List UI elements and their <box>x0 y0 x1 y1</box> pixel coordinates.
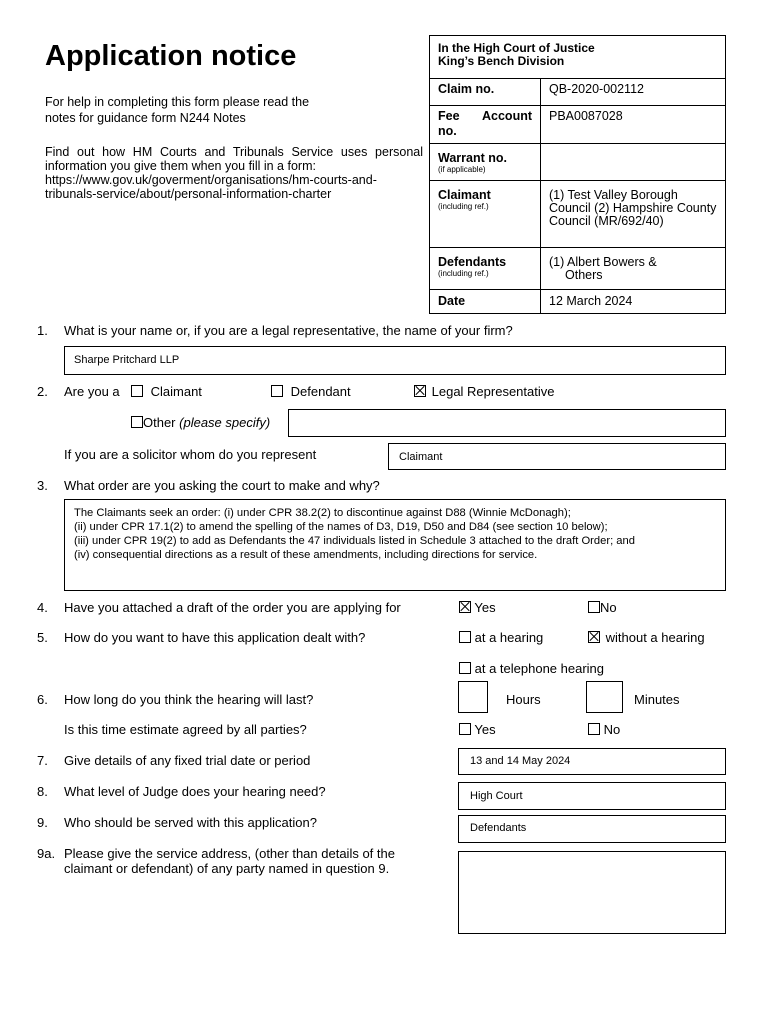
q6-agreed-no-checkbox[interactable] <box>588 723 600 735</box>
q8-question: What level of Judge does your hearing need? <box>64 784 326 799</box>
q1-answer: Sharpe Pritchard LLP <box>74 354 180 366</box>
q9a-question-line2: claimant or defendant) of any party named in question 9. <box>64 861 390 876</box>
privacy-text: Find out how HM Courts and Tribunals Service uses personal information you give them when you fill in a form: <box>45 145 423 173</box>
q2-other-specify: (please specify) <box>179 415 271 430</box>
q9a-question-line1: Please give the service address, (other than details of the <box>64 846 395 861</box>
q2-claimant-label: Claimant <box>150 384 202 399</box>
q3-line-1: The Claimants seek an order: (i) under CPR 38.2(2) to discontinue against D88 (Winnie McDonagh); <box>74 507 571 519</box>
claim-row <box>430 79 725 106</box>
privacy-notice <box>45 145 423 201</box>
q6-number: 6. <box>37 692 48 707</box>
division-name: King’s Bench Division <box>438 54 565 68</box>
warrant-label-text: Warrant no. <box>438 151 507 165</box>
help-text: For help in completing this form please read the notes for guidance form N244 Notes <box>45 95 310 125</box>
q9a-answer <box>459 852 725 864</box>
q2-other-label: Other <box>143 415 176 430</box>
date-value[interactable]: 12 March 2024 <box>549 294 633 308</box>
defendants-label <box>430 248 541 289</box>
q6-agreed-no-label: No <box>603 722 621 737</box>
q2-other-field[interactable] <box>288 409 726 437</box>
q5-telephone-checkbox[interactable] <box>459 662 471 674</box>
warrant-value[interactable] <box>541 144 725 180</box>
fee-label-word2: Account <box>482 109 532 123</box>
q2-represent-question: If you are a solicitor whom do you represent <box>64 447 317 462</box>
fee-label <box>430 106 541 143</box>
q6-agreed-yes-label: Yes <box>474 722 496 737</box>
page-title: Application notice <box>45 40 297 72</box>
q7-number: 7. <box>37 753 48 768</box>
q4-option-yes[interactable] <box>459 600 496 616</box>
q3-line-4: (iv) consequential directions as a result of these amendments, including directions for service. <box>74 549 538 561</box>
defendants-value[interactable] <box>541 248 725 289</box>
court-name: In the High Court of Justice <box>438 41 595 55</box>
q5-number: 5. <box>37 630 48 645</box>
q8-answer: High Court <box>470 790 523 802</box>
claimant-label-text: Claimant <box>438 188 491 202</box>
q5-telephone-label: at a telephone hearing <box>474 661 605 676</box>
q3-number: 3. <box>37 478 48 493</box>
q2-option-legal-rep[interactable] <box>414 384 554 400</box>
q6-agreed-no[interactable] <box>588 722 620 738</box>
q1-number: 1. <box>37 323 48 338</box>
q6-agreed-yes[interactable] <box>459 722 496 738</box>
q7-answer-field[interactable] <box>458 748 726 775</box>
claimant-sub: (including ref.) <box>438 202 489 211</box>
q7-answer: 13 and 14 May 2024 <box>470 755 571 767</box>
privacy-url[interactable]: https://www.gov.uk/goverment/organisations/hm-courts-and-tribunals-service/about/personal-information-charter <box>45 173 377 201</box>
q5-option-telephone[interactable] <box>459 661 604 677</box>
claimant-row <box>430 181 725 248</box>
claimant-label <box>430 181 541 247</box>
q6-minutes-label: Minutes <box>634 692 680 707</box>
q6-hours-label: Hours <box>506 692 541 707</box>
q2-option-other[interactable] <box>131 415 270 431</box>
q5-hearing-checkbox[interactable] <box>459 631 471 643</box>
q9a-number: 9a. <box>37 846 56 861</box>
q8-answer-field[interactable] <box>458 782 726 810</box>
warrant-row <box>430 144 725 181</box>
fee-value[interactable]: PBA0087028 <box>549 109 623 123</box>
q2-option-claimant[interactable] <box>131 384 202 400</box>
case-header-table <box>429 35 726 314</box>
q4-yes-label: Yes <box>474 600 496 615</box>
q2-defendant-checkbox[interactable] <box>271 385 283 397</box>
q1-answer-field[interactable] <box>64 346 726 375</box>
claimant-value[interactable]: (1) Test Valley Borough Council (2) Hampshire County Council (MR/692/40) <box>549 188 717 228</box>
warrant-sub: (if applicable) <box>438 165 486 174</box>
defendants-value-line2: Others <box>565 268 603 282</box>
defendants-sub: (including ref.) <box>438 269 489 278</box>
q5-option-without[interactable] <box>588 630 705 646</box>
q3-question: What order are you asking the court to make and why? <box>64 478 380 493</box>
q2-represent-value: Claimant <box>399 451 443 463</box>
q3-answer-field[interactable] <box>64 499 726 591</box>
q5-without-checkbox[interactable] <box>588 631 600 643</box>
q5-question: How do you want to have this application dealt with? <box>64 630 366 645</box>
date-row <box>430 290 725 313</box>
q2-defendant-label: Defendant <box>290 384 351 399</box>
q9-question: Who should be served with this application? <box>64 815 317 830</box>
q9-answer-field[interactable] <box>458 815 726 843</box>
q1-question: What is your name or, if you are a legal representative, the name of your firm? <box>64 323 513 338</box>
q4-option-no[interactable] <box>588 600 617 616</box>
q2-legal-rep-checkbox[interactable] <box>414 385 426 397</box>
date-label: Date <box>430 290 541 313</box>
q5-option-hearing[interactable] <box>459 630 543 646</box>
q4-no-label: No <box>600 600 617 615</box>
claim-value[interactable]: QB-2020-002112 <box>549 82 644 96</box>
q6-question: How long do you think the hearing will last? <box>64 692 314 707</box>
warrant-label <box>430 144 541 180</box>
court-name-cell <box>430 36 725 79</box>
q4-question: Have you attached a draft of the order you are applying for <box>64 600 401 615</box>
claim-label: Claim no. <box>430 79 541 105</box>
fee-row <box>430 106 725 144</box>
q6-minutes-field[interactable] <box>586 681 623 713</box>
q3-line-3: (iii) under CPR 19(2) to add as Defendants the 47 individuals listed in Schedule 3 attached to the draft Order; and <box>74 535 635 547</box>
q5-without-label: without a hearing <box>605 630 705 645</box>
q2-question: Are you a <box>64 384 120 399</box>
q2-other-checkbox[interactable] <box>131 416 143 428</box>
q2-represent-field[interactable] <box>388 443 726 470</box>
q4-yes-checkbox[interactable] <box>459 601 471 613</box>
q2-legal-rep-label: Legal Representative <box>431 384 555 399</box>
q6-hours-field[interactable] <box>458 681 488 713</box>
q9-number: 9. <box>37 815 48 830</box>
q4-no-checkbox[interactable] <box>588 601 600 613</box>
q6-agreed-yes-checkbox[interactable] <box>459 723 471 735</box>
q2-other-value <box>289 410 725 422</box>
q9a-answer-field[interactable] <box>458 851 726 934</box>
q3-line-2: (ii) under CPR 17.1(2) to amend the spelling of the names of D3, D19, D50 and D84 (see section 10 below); <box>74 521 608 533</box>
fee-label-word1: Fee <box>438 109 460 123</box>
q5-hearing-label: at a hearing <box>474 630 544 645</box>
defendants-label-text: Defendants <box>438 255 507 269</box>
defendants-row <box>430 248 725 290</box>
q2-claimant-checkbox[interactable] <box>131 385 143 397</box>
q6-agreed-question: Is this time estimate agreed by all parties? <box>64 722 307 737</box>
q8-number: 8. <box>37 784 48 799</box>
q2-number: 2. <box>37 384 48 399</box>
q9-answer: Defendants <box>470 822 527 834</box>
q4-number: 4. <box>37 600 48 615</box>
q2-option-defendant[interactable] <box>271 384 351 400</box>
defendants-value-line1: (1) Albert Bowers & <box>549 255 657 269</box>
q7-question: Give details of any fixed trial date or period <box>64 753 311 768</box>
fee-label-word3: no. <box>438 123 457 138</box>
